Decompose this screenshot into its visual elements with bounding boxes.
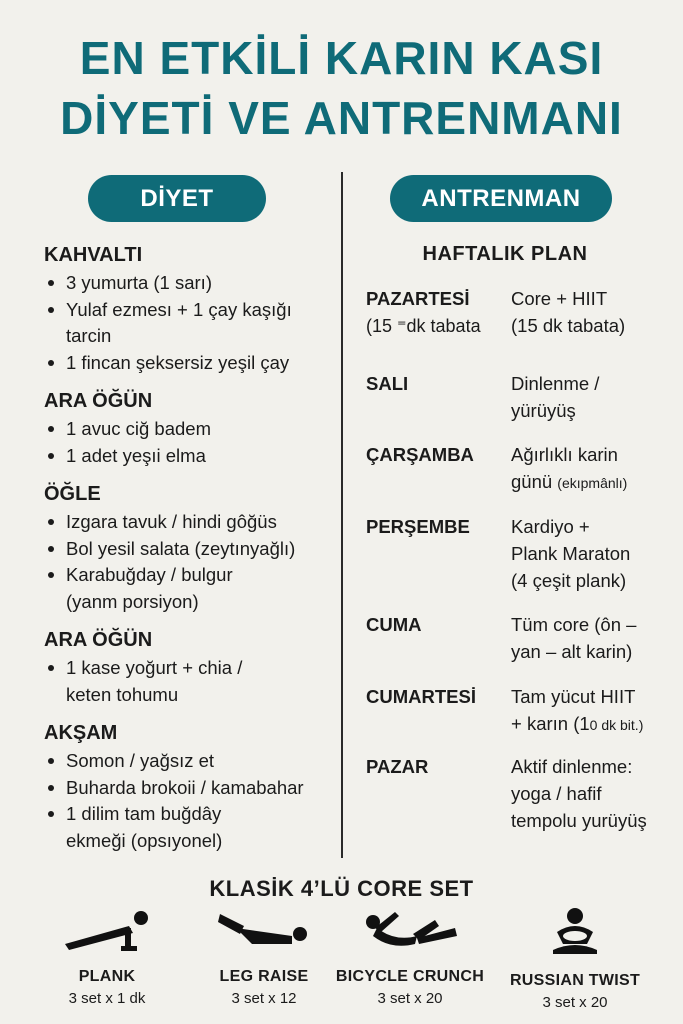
meal-title: ARA ÖĞÜN: [44, 390, 153, 412]
core-set-title: KLASİK 4’LÜ CORE SET: [209, 876, 474, 901]
list-item: 1 fincan şeksersiz yeşil çay: [44, 350, 339, 377]
meal-title: KAHVALTI: [44, 244, 143, 266]
meal-title: ÖĞLE: [44, 483, 101, 505]
exercise-sets: 3 set x 20: [542, 994, 608, 1011]
diet-heading: DİYET: [88, 175, 266, 222]
list-item: Somon / yağsız et: [44, 748, 339, 775]
list-item: 1 dilim tam buğdây ekmeği (opsıyonel): [44, 801, 339, 854]
bicycle-crunch-icon: [355, 906, 465, 954]
day-row: CUMARTESİ Tam yücut HIIT + karın (10 dk bit.): [366, 686, 644, 734]
day-row: PAZAR Aktif dinlenme: yoga / hafif tempolu yurüyüş: [366, 756, 647, 831]
list-item: 1 avuc ciğ badem: [44, 416, 339, 443]
day-row: CUMA Tüm core (ôn – yan – alt karin): [366, 614, 637, 662]
exercise-sets: 3 set x 12: [231, 990, 297, 1007]
meal-title: AKŞAM: [44, 722, 118, 744]
training-heading: ANTRENMAN: [390, 175, 612, 222]
leg-raise-icon: [216, 906, 312, 954]
day-row: PAZARTESİ (15 ⁼dk tabata Core + HIIT (15 dk tabata): [366, 288, 626, 336]
title-line-2: DİYETİ VE ANTRENMANI: [60, 92, 623, 144]
meal-breakfast: [44, 240, 339, 376]
plank-icon: [59, 906, 155, 954]
list-item: Izgara tavuk / hindi gôğüs: [44, 509, 339, 536]
exercise-name: RUSSIAN TWIST: [509, 972, 641, 989]
column-divider: [341, 172, 343, 858]
page-title: [0, 28, 683, 148]
diet-column: [44, 240, 339, 864]
meal-title: ARA ÖĞÜN: [44, 629, 153, 651]
exercise-name: BICYCLE CRUNCH: [335, 968, 485, 985]
day-row: ÇARŞAMBA Ağırlıklı karin günü (ekıpmânlı): [366, 444, 628, 492]
exercise-bicycle-crunch: [325, 906, 495, 1007]
list-item: Bol yesil salata (zeytınyağlı): [44, 536, 339, 563]
exercise-name: LEG RAISE: [219, 968, 309, 985]
meal-snack-2: [44, 625, 339, 708]
meal-dinner: [44, 718, 339, 854]
list-item: 1 kase yoğurt + chia / keten tohumu: [44, 655, 339, 708]
day-row: PERŞEMBE Kardiyo + Plank Maraton (4 çeşit plank): [366, 516, 631, 591]
exercise-russian-twist: [490, 906, 660, 1011]
title-line-1: EN ETKİLİ KARIN KASI: [79, 32, 604, 84]
list-item: Karabuğday / bulgur (yanm porsiyon): [44, 562, 339, 615]
list-item: 3 yumurta (1 sarı): [44, 270, 339, 297]
list-item: Yulaf ezmesı + 1 çay kaşığı tarcin: [44, 297, 339, 350]
day-row: SALI Dinlenme / yürüyüş: [366, 373, 600, 421]
meal-lunch: [44, 479, 339, 615]
exercise-sets: 3 set x 20: [377, 990, 443, 1007]
weekly-plan: [366, 285, 676, 834]
exercise-name: PLANK: [78, 968, 136, 985]
list-item: Buharda brokoii / kamabahar: [44, 775, 339, 802]
list-item: 1 adet yeşıi elma: [44, 443, 339, 470]
exercise-leg-raise: [179, 906, 349, 1007]
exercise-plank: [22, 906, 192, 1007]
meal-snack-1: [44, 386, 339, 469]
russian-twist-icon: [527, 906, 623, 958]
weekly-plan-title: HAFTALIK PLAN: [422, 243, 588, 265]
exercise-sets: 3 set x 1 dk: [68, 990, 146, 1007]
